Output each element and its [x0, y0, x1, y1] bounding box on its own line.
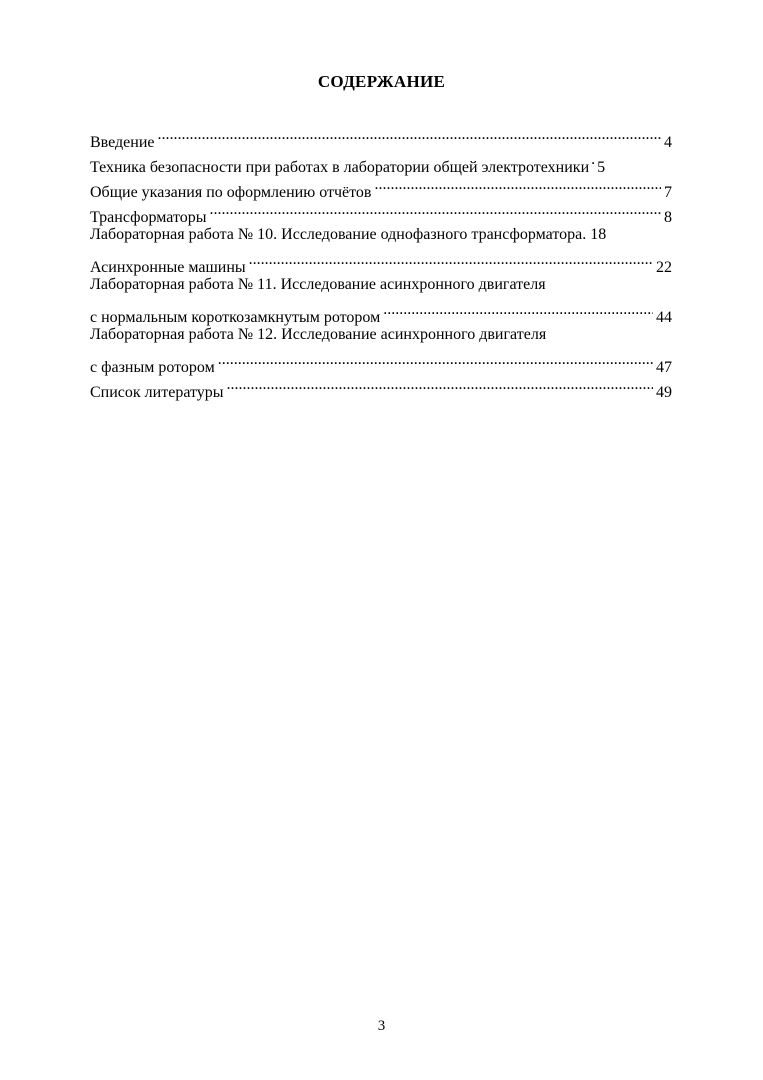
toc-entry-title: Список литературы	[90, 384, 224, 401]
toc-entry-title-line1: Лабораторная работа № 12. Исследование асинхронного двигателя	[90, 326, 547, 343]
dot-leader	[158, 122, 662, 147]
page-title: СОДЕРЖАНИЕ	[317, 72, 446, 91]
page-number: 3	[377, 1018, 386, 1034]
toc-entry-page: 47	[656, 359, 672, 376]
toc-entry-title-line2-row	[90, 297, 672, 326]
toc-entry-page: 5	[597, 159, 606, 176]
toc-entry-page: 8	[664, 209, 672, 226]
toc-entry-lab-11[interactable]	[90, 272, 672, 326]
toc-entry-title-line1: Лабораторная работа № 11. Исследование асинхронного двигателя	[90, 276, 546, 293]
toc-entry-safety[interactable]	[90, 147, 672, 176]
toc-entry-page: 4	[664, 134, 672, 151]
toc-entry-page: 7	[664, 184, 672, 201]
toc-entry-title: Лабораторная работа № 10. Исследование однофазного трансформатора.	[90, 226, 587, 243]
toc-entry-page: 22	[656, 259, 672, 276]
toc-entry-title: Общие указания по оформлению отчётов	[90, 184, 372, 201]
toc-entry-lab-10[interactable]	[90, 222, 672, 247]
toc-entry-title: Техника безопасности при работах в лаборатории общей электротехники	[90, 159, 590, 176]
toc-entry-title: Асинхронные машины	[90, 259, 246, 276]
toc-entry-async-machines[interactable]	[90, 247, 672, 276]
toc-entry-page: 18	[590, 226, 607, 243]
toc-entry-title-line2-row	[90, 347, 672, 376]
dot-leader	[374, 172, 661, 197]
toc-entry-introduction[interactable]	[90, 122, 672, 151]
dot-leader	[209, 197, 661, 222]
toc-entry-title: Введение	[90, 134, 155, 151]
toc-entry-lab-12[interactable]	[90, 322, 672, 376]
dot-leader	[383, 297, 653, 322]
dot-leader	[227, 372, 653, 397]
toc-entry-title: Трансформаторы	[90, 209, 207, 226]
toc-entry-title: с фазным ротором	[90, 359, 215, 376]
dot-leader	[218, 347, 653, 372]
table-of-contents	[90, 122, 672, 401]
toc-entry-page: 44	[656, 309, 672, 326]
dot-leader	[591, 147, 595, 172]
toc-entry-page: 49	[656, 384, 672, 401]
toc-entry-title: с нормальным короткозамкнутым ротором	[90, 309, 381, 326]
dot-leader	[249, 247, 653, 272]
